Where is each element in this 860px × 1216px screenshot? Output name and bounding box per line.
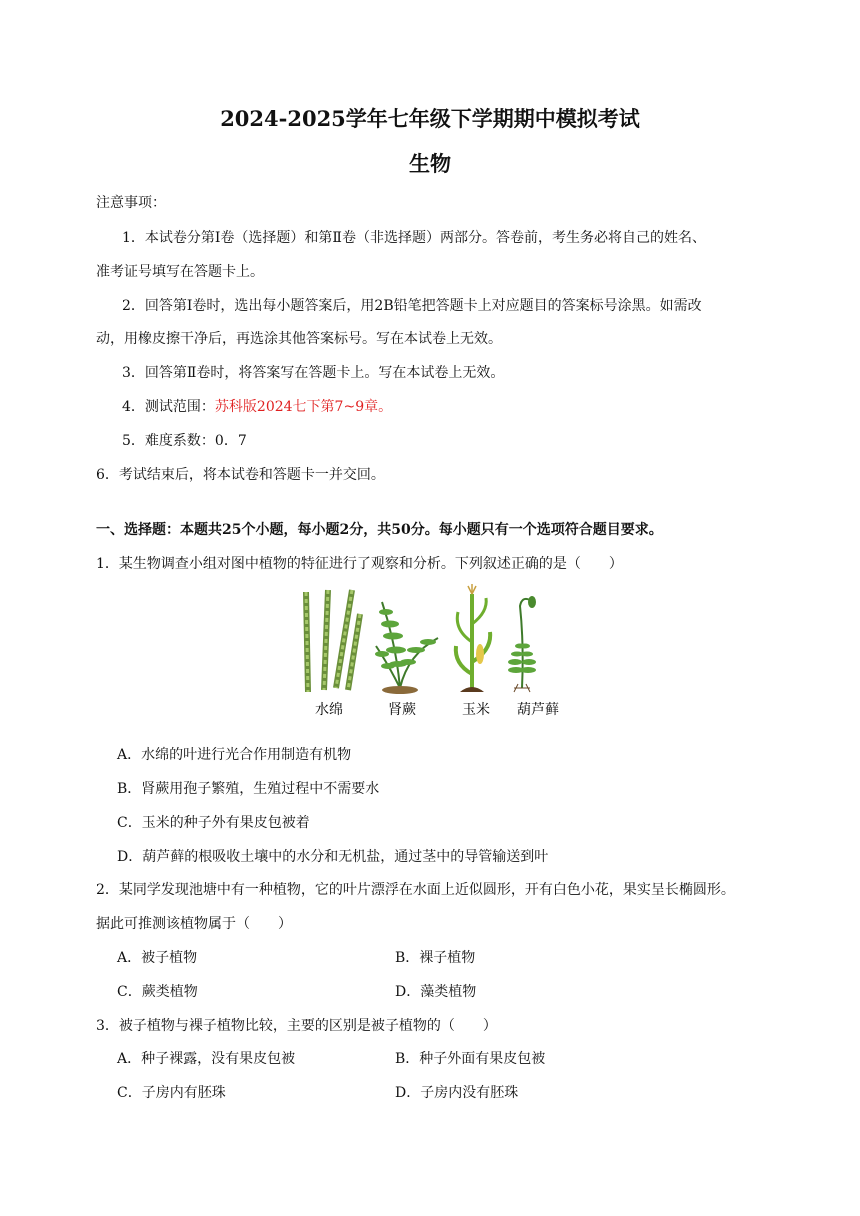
subject-title: 生物 (409, 151, 451, 176)
note-6: 6．考试结束后，将本试卷和答题卡一并交回。 (96, 467, 385, 483)
fern-icon (375, 602, 438, 694)
note-3: 3．回答第Ⅱ卷时，将答案写在答题卡上。写在本试卷上无效。 (122, 365, 505, 381)
question-2-stem-line-2: 据此可推测该植物属于（ ） (96, 916, 292, 932)
label-spirogyra: 水绵 (315, 702, 343, 718)
note-4 (122, 396, 392, 416)
question-1-option-d[interactable]: D．葫芦藓的根吸收土壤中的水分和无机盐，通过茎中的导管输送到叶 (117, 849, 549, 865)
note-4-scope: 苏科版2024七下第7~9章。 (214, 399, 393, 415)
question-3-option-d[interactable]: D．子房内没有胚珠 (395, 1085, 519, 1101)
spirogyra-icon (306, 590, 360, 692)
corn-icon (456, 584, 490, 692)
question-3-option-c[interactable]: C．子房内有胚珠 (117, 1085, 226, 1101)
notes-heading: 注意事项： (96, 195, 166, 211)
question-3-stem: 3．被子植物与裸子植物比较，主要的区别是被子植物的（ ） (96, 1018, 497, 1034)
note-2-line-1: 2．回答第Ⅰ卷时，选出每小题答案后，用2B铅笔把答题卡上对应题目的答案标号涂黑。如需改 (122, 298, 702, 314)
question-2-option-c[interactable]: C．蕨类植物 (117, 984, 198, 1000)
question-3-option-a[interactable]: A．种子裸露，没有果皮包被 (117, 1051, 296, 1067)
question-1-option-b[interactable]: B．肾蕨用孢子繁殖，生殖过程中不需要水 (117, 781, 380, 797)
question-1-option-c[interactable]: C．玉米的种子外有果皮包被着 (117, 815, 310, 831)
question-2-option-b[interactable]: B．裸子植物 (395, 950, 476, 966)
note-5: 5．难度系数：0．7 (122, 433, 247, 449)
note-4-prefix: 4．测试范围： (122, 399, 215, 415)
label-corn: 玉米 (462, 702, 490, 718)
section-1-heading: 一、选择题：本题共25个小题，每小题2分，共50分。每小题只有一个选项符合题目要求。 (96, 522, 663, 538)
note-1-line-1: 1．本试卷分第Ⅰ卷（选择题）和第Ⅱ卷（非选择题）两部分。答卷前，考生务必将自己的姓名、 (122, 230, 706, 246)
question-1-stem: 1．某生物调查小组对图中植物的特征进行了观察和分析。下列叙述正确的是（ ） (96, 556, 623, 572)
question-3-option-b[interactable]: B．种子外面有果皮包被 (395, 1051, 546, 1067)
question-2-option-a[interactable]: A．被子植物 (117, 950, 198, 966)
moss-icon (508, 596, 536, 692)
label-moss: 葫芦藓 (517, 702, 559, 718)
label-fern: 肾蕨 (388, 702, 416, 718)
question-1-figure (296, 584, 570, 720)
note-2-line-2: 动，用橡皮擦干净后，再选涂其他答案标号。写在本试卷上无效。 (96, 331, 502, 347)
question-2-option-d[interactable]: D．藻类植物 (395, 984, 477, 1000)
question-1-option-a[interactable]: A．水绵的叶进行光合作用制造有机物 (117, 747, 352, 763)
question-2-stem-line-1: 2．某同学发现池塘中有一种植物，它的叶片漂浮在水面上近似圆形，开有白色小花，果实呈长椭圆形。 (96, 882, 735, 898)
exam-title: 2024-2025学年七年级下学期期中模拟考试 (220, 106, 640, 131)
plants-illustration (296, 584, 570, 720)
note-1-line-2: 准考证号填写在答题卡上。 (96, 264, 264, 280)
